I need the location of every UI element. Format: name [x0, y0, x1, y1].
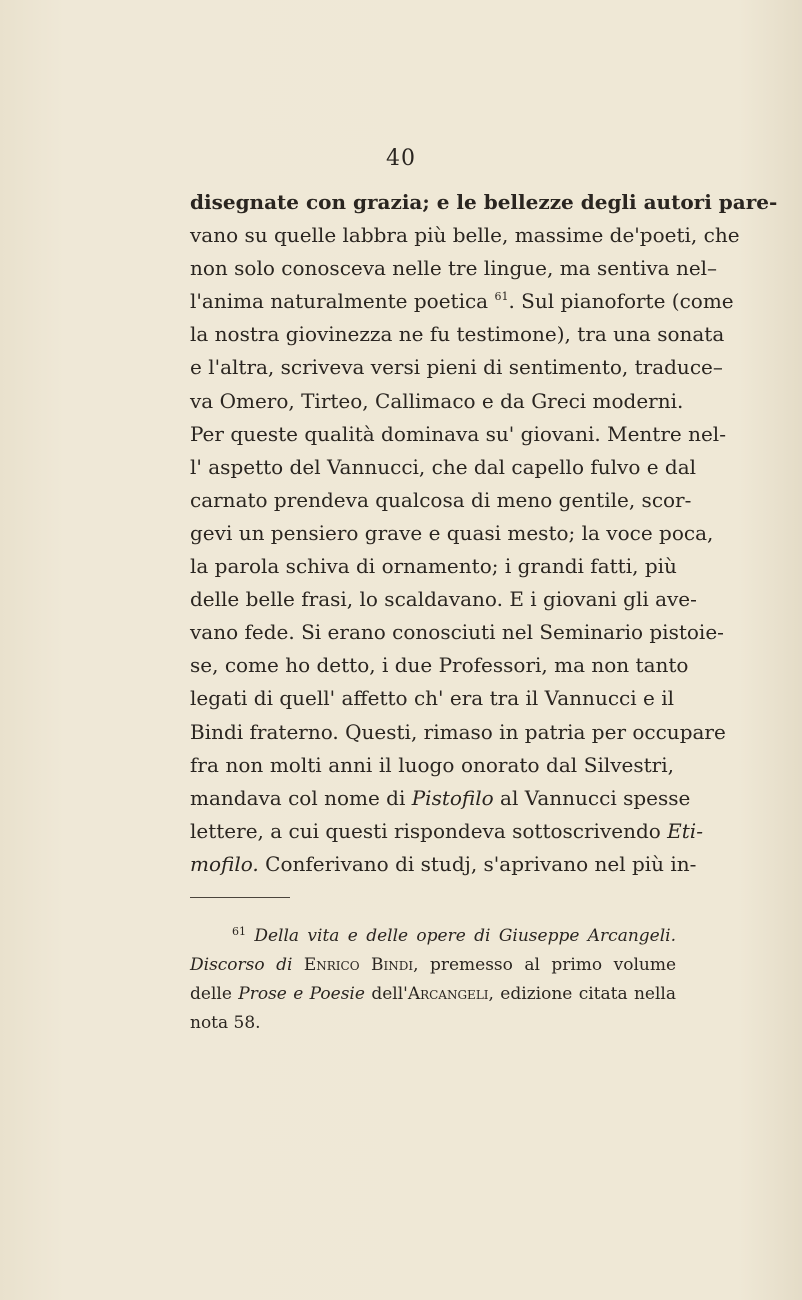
footnote	[190, 922, 676, 1038]
footnote-separator	[190, 897, 290, 898]
body-text-line: vano su quelle labbra più belle, massime de'poeti, che	[190, 223, 740, 248]
body-text-line: fra non molti anni il luogo onorato dal Silvestri,	[190, 752, 674, 777]
body-text-line: legati di quell' affetto ch' era tra il Vannucci e il	[190, 686, 674, 711]
body-text-line: l'anima naturalmente poetica $^{61}$. Sul pianoforte (come	[190, 289, 734, 314]
body-text-line: la parola schiva di ornamento; i grandi fatti, più	[190, 554, 677, 579]
body-text-line: l' aspetto del Vannucci, che dal capello fulvo e dal	[190, 454, 697, 479]
body-text-line: non solo conosceva nelle tre lingue, ma sentiva nel–	[190, 256, 718, 281]
body-text-line: vano fede. Si erano conosciuti nel Seminario pistoie-	[190, 620, 724, 645]
body-text-line: Per queste qualità dominava su' giovani. Mentre nel-	[190, 421, 726, 446]
main-text	[190, 186, 778, 881]
footnote-line: nota 58.	[190, 1013, 261, 1033]
body-text-line: disegnate con grazia; e le bellezze degli autori pare-	[190, 190, 778, 214]
body-text-line: va Omero, Tirteo, Callimaco e da Greci moderni.	[190, 388, 684, 413]
body-text-line: delle belle frasi, lo scaldavano. E i giovani gli ave-	[190, 587, 697, 612]
body-text-line: la nostra giovinezza ne fu testimone), tra una sonata	[190, 322, 725, 347]
page-number: 40	[386, 146, 416, 171]
body-text-line: gevi un pensiero grave e quasi mesto; la voce poca,	[190, 520, 714, 545]
body-text-line: Bindi fraterno. Questi, rimaso in patria per occupare	[190, 719, 726, 744]
body-text-line: carnato prendeva qualcosa di meno gentile, scor-	[190, 487, 692, 512]
body-text-line: mofilo. Conferivano di studj, s'aprivano nel più in-	[190, 851, 697, 876]
footnote-line: $^{61}$ Della vita e delle opere di Giuseppe Arcangeli.	[232, 925, 676, 946]
body-text-line: mandava col nome di Pistofilo al Vannucci spesse	[190, 785, 691, 810]
body-text-line: lettere, a cui questi rispondeva sottoscrivendo Eti-	[190, 818, 703, 843]
footnote-line: Discorso di Enrico Bindi, premesso al primo volume	[190, 955, 677, 975]
footnote-line: delle Prose e Poesie dell'Arcangeli, edizione citata nella	[190, 984, 676, 1004]
body-text-line: se, come ho detto, i due Professori, ma non tanto	[190, 653, 689, 678]
body-text-line: e l'altra, scriveva versi pieni di sentimento, traduce–	[190, 355, 723, 380]
